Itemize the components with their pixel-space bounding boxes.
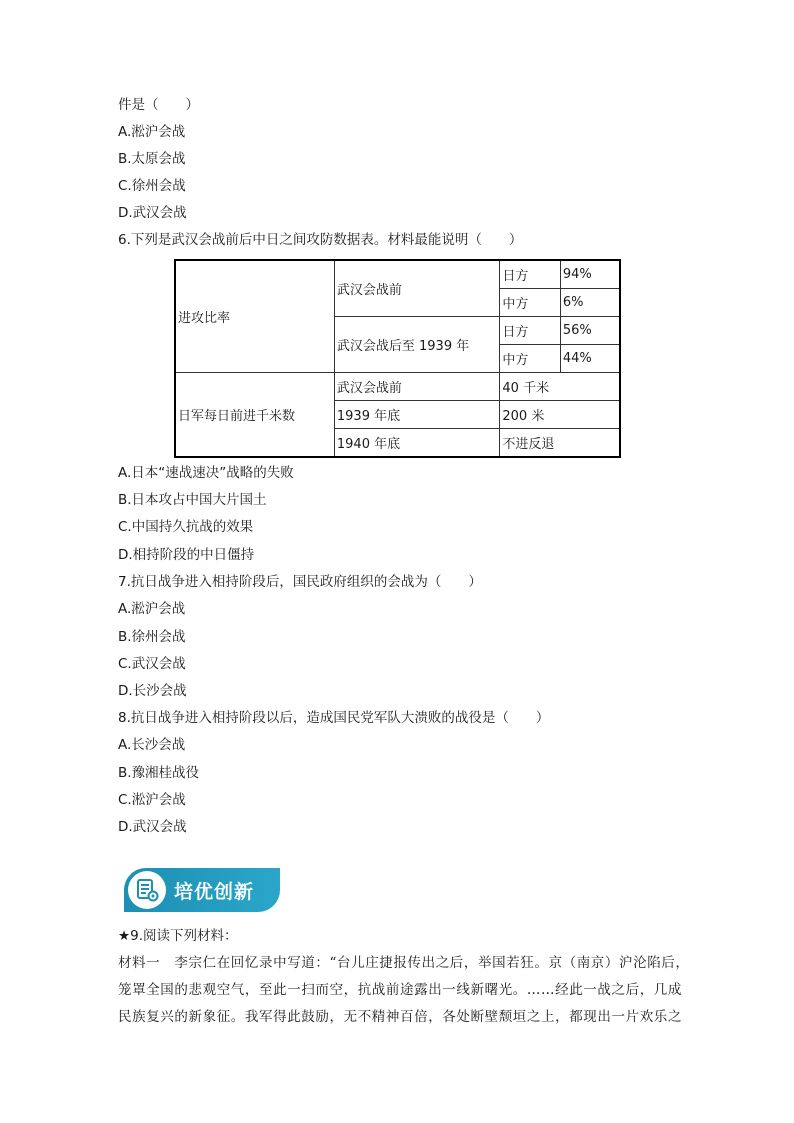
q7-option-c[interactable]: C.武汉会战	[118, 656, 186, 672]
table-period-after: 武汉会战后至 1939 年	[334, 317, 500, 373]
table-side: 中方	[500, 345, 561, 373]
q8-stem: 8.抗日战争进入相持阶段以后，造成国民党军队大溃败的战役是（ ）	[118, 710, 550, 726]
q6-option-c[interactable]: C.中国持久抗战的效果	[118, 519, 254, 535]
q8-option-b[interactable]: B.豫湘桂战役	[118, 765, 200, 781]
q5-stem-tail: 件是（ ）	[118, 97, 199, 113]
q7-option-a[interactable]: A.淞沪会战	[118, 601, 186, 617]
q9-stem: ★9.阅读下列材料：	[118, 928, 238, 944]
q5-option-c[interactable]: C.徐州会战	[118, 178, 186, 194]
q6-option-a[interactable]: A.日本“速战速决”战略的失败	[118, 465, 294, 481]
table-side: 日方	[500, 317, 561, 345]
table-period-before: 武汉会战前	[334, 260, 500, 317]
section-banner	[124, 868, 280, 912]
q6-data-table	[174, 259, 621, 458]
table-period: 武汉会战前	[334, 373, 500, 401]
q9-material-line: 材料一 李宗仁在回忆录中写道：“台儿庄捷报传出之后，举国若狂。京（南京）沪沦陷后，	[118, 955, 690, 971]
table-value: 56%	[560, 317, 620, 345]
document-pen-icon	[128, 871, 166, 909]
q9-material-line: 笼罩全国的悲观空气，至此一扫而空，抗战前途露出一线新曙光。……经此一战之后，几成	[118, 982, 682, 998]
table-group-attack-ratio: 进攻比率	[175, 260, 334, 373]
table-side: 中方	[500, 289, 561, 317]
section-title: 培优创新	[174, 881, 255, 903]
q9-material-line: 民族复兴的新象征。我军得此鼓励，无不精神百倍，各处断壁颓垣之上，都现出一片欢乐之	[118, 1009, 682, 1025]
q6-stem: 6.下列是武汉会战前后中日之间攻防数据表。材料最能说明（ ）	[118, 232, 523, 248]
table-side: 日方	[500, 260, 561, 289]
table-period: 1940 年底	[334, 429, 500, 458]
q7-option-b[interactable]: B.徐州会战	[118, 629, 186, 645]
table-value: 44%	[560, 345, 620, 373]
table-value: 94%	[560, 260, 620, 289]
q7-option-d[interactable]: D.长沙会战	[118, 683, 187, 699]
q6-option-d[interactable]: D.相持阶段的中日僵持	[118, 547, 255, 563]
q8-option-d[interactable]: D.武汉会战	[118, 819, 187, 835]
table-advance-value: 不进反退	[500, 429, 620, 458]
q5-option-a[interactable]: A.淞沪会战	[118, 124, 186, 140]
table-advance-value: 40 千米	[500, 373, 620, 401]
q5-option-d[interactable]: D.武汉会战	[118, 205, 187, 221]
q5-option-b[interactable]: B.太原会战	[118, 151, 186, 167]
q8-option-c[interactable]: C.淞沪会战	[118, 792, 186, 808]
q7-stem: 7.抗日战争进入相持阶段后，国民政府组织的会战为（ ）	[118, 574, 482, 590]
q6-option-b[interactable]: B.日本攻占中国大片国土	[118, 492, 267, 508]
table-value: 6%	[560, 289, 620, 317]
table-group-daily-advance: 日军每日前进千米数	[175, 373, 334, 458]
table-advance-value: 200 米	[500, 401, 620, 429]
table-period: 1939 年底	[334, 401, 500, 429]
q8-option-a[interactable]: A.长沙会战	[118, 737, 186, 753]
